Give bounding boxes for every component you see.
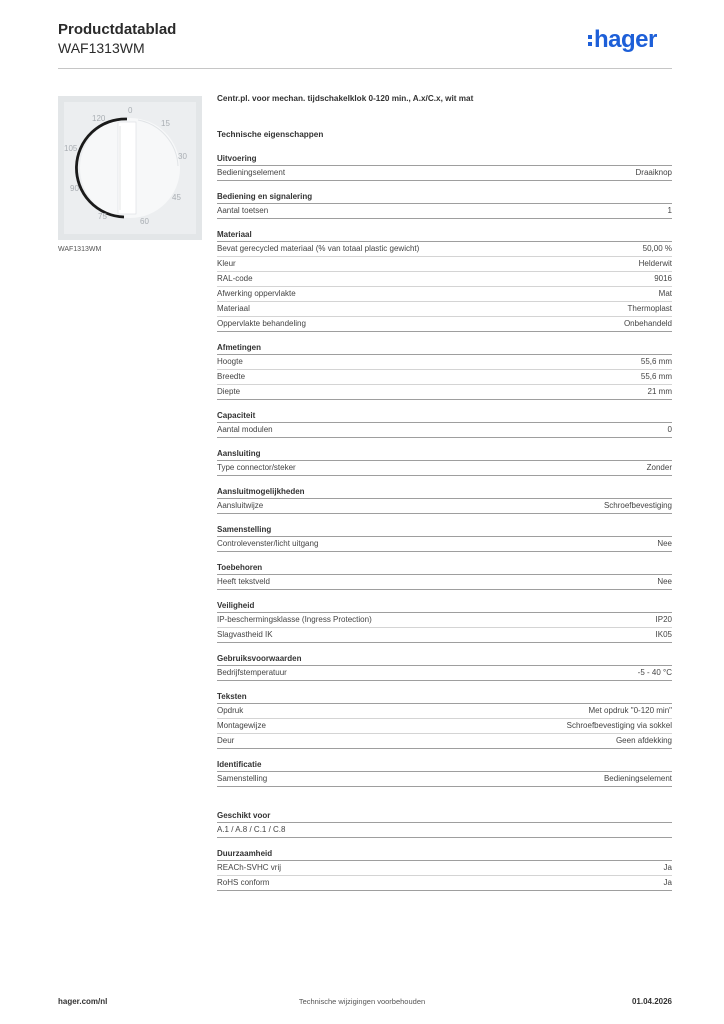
- section: [217, 809, 672, 838]
- property-row: [217, 613, 672, 628]
- property-value: IK05: [655, 630, 672, 639]
- property-row: [217, 575, 672, 590]
- property-value: Helderwit: [638, 259, 672, 268]
- section: [217, 690, 672, 749]
- dial-label: 45: [172, 193, 181, 202]
- property-row: [217, 666, 672, 681]
- property-row: [217, 499, 672, 514]
- property-value: 1: [667, 206, 672, 215]
- dial-label: 0: [128, 106, 133, 115]
- product-image: [58, 96, 202, 240]
- property-row: [217, 628, 672, 643]
- property-row: [217, 385, 672, 400]
- property-value: Ja: [663, 863, 672, 872]
- product-code: WAF1313WM: [58, 40, 145, 56]
- section-title: Samenstelling: [217, 523, 672, 537]
- property-label: Samenstelling: [217, 774, 268, 783]
- dial-label: 75: [98, 212, 107, 221]
- property-label: Bedrijfstemperatuur: [217, 668, 287, 677]
- section: [217, 758, 672, 787]
- property-label: Bevat gerecycled materiaal (% van totaal plastic gewicht): [217, 244, 420, 253]
- property-row: [217, 257, 672, 272]
- section: [217, 652, 672, 681]
- section: [217, 447, 672, 476]
- property-row: [217, 423, 672, 438]
- property-row: [217, 861, 672, 876]
- property-value: Onbehandeld: [623, 319, 672, 328]
- property-label: Opdruk: [217, 706, 244, 715]
- property-row: [217, 876, 672, 891]
- dial-label: 120: [92, 114, 106, 123]
- section: [217, 409, 672, 438]
- property-row: [217, 166, 672, 181]
- section: [217, 341, 672, 400]
- technical-properties-heading: Technische eigenschappen: [217, 130, 324, 139]
- property-label: Diepte: [217, 387, 241, 396]
- property-row: [217, 719, 672, 734]
- property-row: [217, 370, 672, 385]
- property-value: Schroefbevestiging: [603, 501, 672, 510]
- section-title: Afmetingen: [217, 341, 672, 355]
- section-title: Aansluitmogelijkheden: [217, 485, 672, 499]
- property-row: [217, 204, 672, 219]
- property-value: Zonder: [646, 463, 672, 472]
- dial-label: 105: [64, 144, 78, 153]
- logo-dots-icon: [588, 33, 592, 47]
- property-label: Type connector/steker: [217, 463, 296, 472]
- logo-text: hager: [594, 26, 657, 53]
- property-label: Aantal toetsen: [217, 206, 269, 215]
- property-label: Breedte: [217, 372, 246, 381]
- footer-date: 01.04.2026: [631, 997, 672, 1006]
- property-row: [217, 242, 672, 257]
- property-row: [217, 272, 672, 287]
- section: [217, 847, 672, 891]
- property-value: 55,6 mm: [640, 357, 672, 366]
- property-value: Bedieningselement: [603, 774, 672, 783]
- property-value: 0: [667, 425, 672, 434]
- product-description: Centr.pl. voor mechan. tijdschakelklok 0-120 min., A.x/C.x, wit mat: [217, 94, 474, 103]
- property-row: [217, 772, 672, 787]
- property-label: RAL-code: [217, 274, 253, 283]
- section-title: Toebehoren: [217, 561, 672, 575]
- property-row: [217, 287, 672, 302]
- dial-label: 90: [70, 184, 79, 193]
- property-label: Kleur: [217, 259, 236, 268]
- property-label: Materiaal: [217, 304, 250, 313]
- section: [217, 228, 672, 332]
- property-value: Ja: [663, 878, 672, 887]
- property-label: Afwerking oppervlakte: [217, 289, 296, 298]
- section: [217, 599, 672, 643]
- property-row: [217, 734, 672, 749]
- property-label: Hoogte: [217, 357, 243, 366]
- section: [217, 152, 672, 181]
- property-row: [217, 302, 672, 317]
- section-title: Materiaal: [217, 228, 672, 242]
- property-row: [217, 537, 672, 552]
- section-title: Geschikt voor: [217, 809, 672, 823]
- property-row: [217, 704, 672, 719]
- property-value: Schroefbevestiging via sokkel: [566, 721, 672, 730]
- section-title: Teksten: [217, 690, 672, 704]
- property-value: Nee: [657, 539, 672, 548]
- property-value: Met opdruk "0-120 min": [588, 706, 672, 715]
- property-value: -5 - 40 °C: [637, 668, 672, 677]
- property-value: 50,00 %: [642, 244, 672, 253]
- property-value: Draaiknop: [635, 168, 672, 177]
- property-label: Oppervlakte behandeling: [217, 319, 306, 328]
- property-value: 55,6 mm: [640, 372, 672, 381]
- footer-disclaimer: Technische wijzigingen voorbehouden: [298, 997, 426, 1006]
- property-value: Nee: [657, 577, 672, 586]
- section-title: Duurzaamheid: [217, 847, 672, 861]
- property-label: RoHS conform: [217, 878, 270, 887]
- section: [217, 485, 672, 514]
- page-title: Productdatablad: [58, 21, 177, 38]
- image-caption: WAF1313WM: [58, 246, 102, 253]
- property-value: 9016: [654, 274, 672, 283]
- timer-dial-image: [58, 96, 202, 240]
- footer-website: hager.com/nl: [58, 997, 108, 1006]
- section-title: Uitvoering: [217, 152, 672, 166]
- property-value: 21 mm: [647, 387, 672, 396]
- property-value: Geen afdekking: [615, 736, 672, 745]
- property-label: Slagvastheid IK: [217, 630, 273, 639]
- dial-label: 30: [178, 152, 187, 161]
- property-value: IP20: [655, 615, 672, 624]
- dial-label: 15: [161, 119, 170, 128]
- property-row: [217, 317, 672, 332]
- property-label: Controlevenster/licht uitgang: [217, 539, 319, 548]
- section: [217, 561, 672, 590]
- property-label: Deur: [217, 736, 235, 745]
- property-label: REACh-SVHC vrij: [217, 863, 282, 872]
- property-label: Aansluitwijze: [217, 501, 264, 510]
- property-value: Mat: [658, 289, 672, 298]
- property-label: Aantal modulen: [217, 425, 273, 434]
- content-column: [217, 94, 672, 900]
- property-row: [217, 823, 672, 838]
- property-row: [217, 461, 672, 476]
- property-label: Montagewijze: [217, 721, 266, 730]
- property-row: [217, 355, 672, 370]
- properties-sections: [217, 152, 672, 891]
- header-divider: [58, 68, 672, 69]
- section-title: Bediening en signalering: [217, 190, 672, 204]
- section-title: Gebruiksvoorwaarden: [217, 652, 672, 666]
- property-value: Thermoplast: [627, 304, 672, 313]
- section: [217, 190, 672, 219]
- property-label: Bedieningselement: [217, 168, 286, 177]
- property-label: Heeft tekstveld: [217, 577, 270, 586]
- dial-label: 60: [140, 217, 149, 226]
- section-title: Identificatie: [217, 758, 672, 772]
- property-label: IP-beschermingsklasse (Ingress Protection): [217, 615, 372, 624]
- section-title: Capaciteit: [217, 409, 672, 423]
- section: [217, 523, 672, 552]
- property-label: A.1 / A.8 / C.1 / C.8: [217, 825, 286, 834]
- section-title: Aansluiting: [217, 447, 672, 461]
- section-title: Veiligheid: [217, 599, 672, 613]
- hager-logo: [588, 26, 657, 54]
